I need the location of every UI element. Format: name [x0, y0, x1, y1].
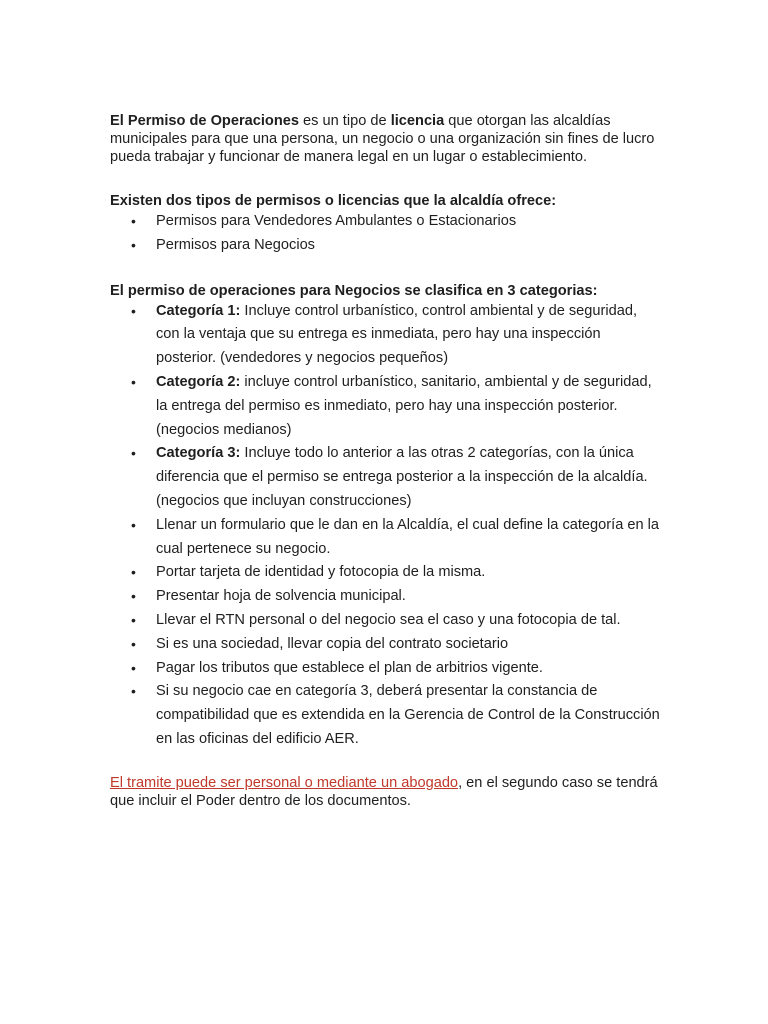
intro-bold-term: El Permiso de Operaciones — [110, 113, 299, 129]
category-label: Categoría 1: — [156, 302, 241, 319]
category-text: Incluye todo lo anterior a las otras 2 categorías, con la única diferencia que el permiso se entrega posterior a la inspección de la alcaldía. (negocios que incluyan construcciones) — [156, 445, 648, 509]
intro-text-1: es un tipo de — [299, 113, 391, 129]
requirement-item — [110, 609, 660, 633]
requirement-text: Portar tarjeta de identidad y fotocopia de la misma. — [156, 564, 486, 581]
category-text: incluye control urbanístico, sanitario, ambiental y de seguridad, la entrega del permiso es inmediato, pero hay una inspección posterior. (negocios medianos) — [156, 373, 652, 438]
bullet-icon: • — [131, 213, 136, 229]
list-item-text: Permisos para Negocios — [156, 236, 315, 253]
bullet-icon: • — [131, 611, 136, 628]
bullet-icon: • — [131, 635, 136, 652]
bullet-icon: • — [131, 445, 136, 462]
bullet-icon: • — [131, 683, 136, 700]
permit-types-list — [110, 210, 660, 258]
requirement-item — [110, 561, 660, 585]
bullet-icon: • — [131, 659, 136, 676]
heading-categories: El permiso de operaciones para Negocios se clasifica en 3 categorias: — [110, 282, 598, 299]
list-item — [110, 234, 660, 258]
category-label: Categoría 2: — [156, 373, 241, 390]
intro-text-2: que otorgan las alcaldías municipales para que una persona, un negocio o una organización sin fines de lucro pueda trabajar y funcionar de manera legal en un lugar o establecimiento. — [110, 113, 655, 165]
intro-paragraph — [110, 112, 660, 166]
requirement-item — [110, 680, 660, 751]
category-item — [110, 442, 660, 513]
bullet-icon: • — [131, 516, 136, 533]
requirement-text: Pagar los tributos que establece el plan de arbitrios vigente. — [156, 659, 543, 676]
category-text: Incluye control urbanístico, control ambiental y de seguridad, con la ventaja que su entrega es inmediata, pero hay una inspección posterior. (vendedores y negocios pequeños) — [156, 302, 638, 367]
list-item — [110, 210, 660, 234]
lawyer-procedure-link[interactable]: El tramite puede ser personal o mediante un abogado — [110, 774, 459, 791]
requirement-text: Llevar el RTN personal o del negocio sea el caso y una fotocopia de tal. — [156, 611, 621, 628]
bullet-icon: • — [131, 588, 136, 605]
category-item — [110, 371, 660, 442]
bullet-icon: • — [131, 373, 136, 390]
closing-paragraph — [110, 774, 660, 810]
requirements-list — [110, 514, 660, 752]
closing-text: , en el segundo caso se tendrá que incluir el Poder dentro de los documentos. — [110, 774, 658, 809]
requirement-text: Llenar un formulario que le dan en la Alcaldía, el cual define la categoría en la cual pertenece su negocio. — [156, 516, 660, 557]
requirement-item — [110, 514, 660, 562]
categories-list — [110, 300, 660, 514]
bullet-icon: • — [131, 302, 136, 319]
requirement-item — [110, 657, 660, 681]
list-item-text: Permisos para Vendedores Ambulantes o Estacionarios — [156, 213, 517, 229]
requirement-item — [110, 633, 660, 657]
requirement-text: Si su negocio cae en categoría 3, deberá presentar la constancia de compatibilidad que es extendida en la Gerencia de Control de la Construcción en las oficinas del edificio AER. — [156, 683, 660, 747]
heading-permit-types: Existen dos tipos de permisos o licencias que la alcaldía ofrece: — [110, 193, 557, 209]
category-item — [110, 300, 660, 371]
category-label: Categoría 3: — [156, 445, 241, 462]
bullet-icon: • — [131, 564, 136, 581]
bullet-icon: • — [131, 236, 136, 253]
intro-bold-licencia: licencia — [390, 113, 445, 129]
requirement-text: Si es una sociedad, llevar copia del contrato societario — [156, 635, 509, 652]
requirement-text: Presentar hoja de solvencia municipal. — [156, 588, 406, 605]
requirement-item — [110, 585, 660, 609]
